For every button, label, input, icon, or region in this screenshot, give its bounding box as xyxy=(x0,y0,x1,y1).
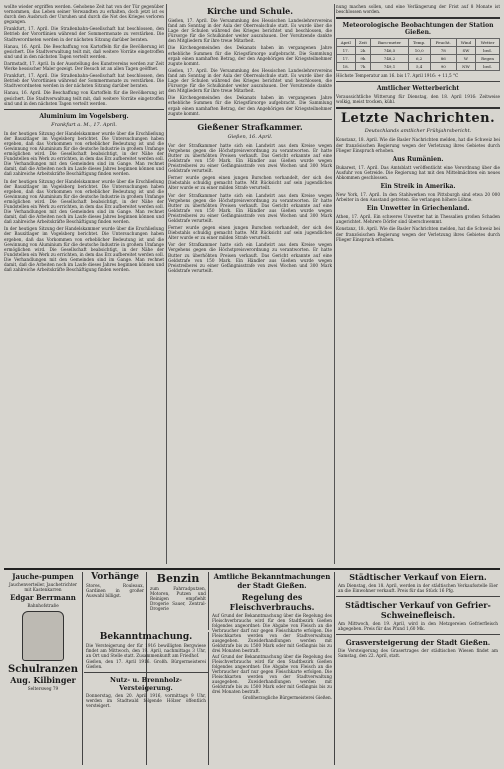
section-body-2: Die Kirchengemeinden des Dekanats haben im vergangenen Jahre erhebliche Summen für die Kriegsfürsorge aufgebracht. Die Sammlung ergab einen namhaften Betrag, der den Angehörigen der Kriegsteilnehmer zugute kommt. xyxy=(168,45,332,66)
weather-header-row xyxy=(337,39,500,47)
table-row xyxy=(337,55,500,63)
ad-official xyxy=(210,572,335,765)
cell: 17. xyxy=(337,47,356,55)
divider xyxy=(168,119,332,120)
column-rule xyxy=(166,4,167,564)
ad-benzin-title: Benzin xyxy=(156,572,200,585)
ad-satchel-brand: Schulranzen xyxy=(8,664,78,675)
cell: 746,5 xyxy=(371,47,408,55)
news-body-romania: Bukarest, 17. April. Das Amtsblatt veröffentlicht eine Verordnung über die Ausfuhr von Getreide. Die Regierung hat mit den Mittelmächten ein neues Abkommen geschlossen. xyxy=(336,164,500,180)
divider xyxy=(336,107,500,109)
ad-curtains-body: Stores, Rouleaux, Gardinen in großer Auswahl billigst. xyxy=(86,583,144,598)
ad-auction-title: Nutz- u. Brennholz-Versteigerung. xyxy=(110,676,182,692)
header-cell: Temp. xyxy=(408,39,430,47)
ad-benzin-body: zum Fahrradputzen, Motoren, Putzen und Reinigen empfiehlt Drogerie Sauer, Zentral-Drogerie xyxy=(150,586,206,611)
cell: 6,2 xyxy=(408,55,430,63)
weather-table xyxy=(336,38,500,71)
header-cell: April xyxy=(337,39,356,47)
divider xyxy=(336,596,500,597)
court-dateline: Gießen, 16. April. xyxy=(227,133,273,140)
court-title: Gießener Strafkammer. xyxy=(197,121,303,132)
satchel-icon xyxy=(22,611,64,661)
ad-notice xyxy=(84,632,209,765)
cell: 7h xyxy=(355,63,371,71)
news-paragraph-hanau: Hanau, 16. April. Die Beschaffung von Kartoffeln für die Bevölkerung ist gesichert. Die Stadtverwaltung teilt mit, daß weitere Vorräte eingetroffen sind und in den nächsten Tagen verteilt werden. xyxy=(4,43,164,59)
ad-official-title: Amtliche Bekanntmachungen der Stadt Gießen. xyxy=(213,572,331,590)
court-body: Vor der Strafkammer hatte sich ein Landwirt aus dem Kreise wegen Vergehens gegen die Höchstpreisverordnung zu verantworten. Er hatte Butter zu überhöhten Preisen verkauft. Das Gericht erkannte auf eine Geldstrafe von 150 Mark. Ein Händler aus Gießen wurde wegen Preistreiberei zu einer Gefängnisstrafe von zwei Wochen und 300 Mark Geldstrafe verurteilt. xyxy=(168,142,332,174)
article-body-cont-2: In der heutigen Sitzung der Handelskammer wurde über die Erschließung der Bauxitlager im Vogelsberg berichtet. Die Untersuchungen haben ergeben, daß das Vorkommen von erheblicher Bedeutung ist und die Gewinnung von Aluminium für die deutsche Industrie in großem Umfange ermöglichen wird. Die Gesellschaft beabsichtigt, in der Nähe der Fundstellen ein Werk zu errichten, in dem das Erz aufbereitet werden soll. Die Verhandlungen mit den Gemeinden sind im Gange. Man rechnet damit, daß die Arbeiten noch im Laufe dieses Jahres beginnen können und daß zahlreiche Arbeitskräfte Beschäftigung finden werden. xyxy=(4,226,164,273)
divider xyxy=(336,17,500,19)
header-cell: Feucht. xyxy=(430,39,456,47)
latest-news-subtitle: Deutschlands amtlicher Frühjahrsbericht. xyxy=(364,128,472,135)
ad-curtains-title: Vorhänge xyxy=(91,572,139,582)
header-cell: Wind xyxy=(456,39,475,47)
cell: 749,1 xyxy=(371,63,408,71)
divider xyxy=(336,634,500,635)
cell: W xyxy=(456,55,475,63)
ad-eggs-body: Am Dienstag, den 18. April, werden in der städtischen Verkaufsstelle Eier an die Einwohner verkauft. Preis für das Stück 16 Pfg. xyxy=(338,583,498,593)
ad-pork-body: Am Mittwoch, den 19. April, wird in den Metzgereien Gefrierfleisch abgegeben. Preis für das Pfund 1,60 Mk. xyxy=(338,621,498,631)
ad-grass-body: Die Versteigerung des Grasertrages der städtischen Wiesen findet am Samstag, den 22. April, statt. xyxy=(338,648,498,658)
table-row xyxy=(337,63,500,71)
news-paragraph-darmstadt: Darmstadt, 17. April. In der Ausstellung des Kunstvereins werden zur Zeit Werke hessischer Maler gezeigt. Der Besuch ist an allen Tagen geöffnet. xyxy=(4,60,164,72)
news-body-greece: Athen, 17. April. Ein schweres Unwetter hat in Thessalien großen Schaden angerichtet. Mehrere Dörfer sind überschwemmt. xyxy=(336,214,500,225)
ad-pumps-title: Jauche-pumpen xyxy=(12,572,74,581)
article-body: In der heutigen Sitzung der Handelskammer wurde über die Erschließung der Bauxitlager im Vogelsberg berichtet. Die Untersuchungen haben ergeben, daß das Vorkommen von erheblicher Bedeutung ist und die Gewinnung von Aluminium für die deutsche Industrie in großem Umfange ermöglichen wird. Die Gesellschaft beabsichtigt, in der Nähe der Fundstellen ein Werk zu errichten, in dem das Erz aufbereitet werden soll. Die Verhandlungen mit den Gemeinden sind im Gange. Man rechnet damit, daß die Arbeiten noch im Laufe dieses Jahres beginnen können und daß zahlreiche Arbeitskräfte Beschäftigung finden werden. xyxy=(4,130,164,177)
article-body-cont: In der heutigen Sitzung der Handelskammer wurde über die Erschließung der Bauxitlager im Vogelsberg berichtet. Die Untersuchungen haben ergeben, daß das Vorkommen von erheblicher Bedeutung ist und die Gewinnung von Aluminium für die deutsche Industrie in großem Umfange ermöglichen wird. Die Gesellschaft beabsichtigt, in der Nähe der Fundstellen ein Werk zu errichten, in dem das Erz aufbereitet werden soll. Die Verhandlungen mit den Gemeinden sind im Gange. Man rechnet damit, daß die Arbeiten noch im Laufe dieses Jahres beginnen können und daß zahlreiche Arbeitskräfte Beschäftigung finden werden. xyxy=(4,178,164,225)
ad-pork-title: Städtischer Verkauf von Gefrier-Schweinefleisch. xyxy=(345,600,491,620)
cell: SW xyxy=(456,47,475,55)
court-body-cont: Vor der Strafkammer hatte sich ein Landwirt aus dem Kreise wegen Vergehens gegen die Höchstpreisverordnung zu verantworten. Er hatte Butter zu überhöhten Preisen verkauft. Das Gericht erkannte auf eine Geldstrafe von 150 Mark. Ein Händler aus Gießen wurde wegen Preistreiberei zu einer Gefängnisstrafe von zwei Wochen und 300 Mark Geldstrafe verurteilt. xyxy=(168,192,332,223)
ad-notice-title: Bekanntmachung. xyxy=(99,632,193,642)
weather-note: Höchste Temperatur am 16. bis 17. April 1916: + 11,5 °C xyxy=(336,73,459,79)
latest-news-body: Konstanz, 18. April. Wie die Basler Nachrichten melden, hat die Schweiz bei der französischen Regierung wegen der Verletzung ihres Gebietes durch Flieger Einspruch erhoben. xyxy=(336,137,500,153)
ad-pumps-body: Jauchenverteiler, Jauchetrichter mit Kastenkarren xyxy=(8,582,78,592)
news-paragraph-hanau-repeat: Hanau, 16. April. Die Beschaffung von Kartoffeln für die Bevölkerung ist gesichert. Die Stadtverwaltung teilt mit, daß weitere Vorräte eingetroffen sind und in den nächsten Tagen verteilt werden. xyxy=(4,90,164,106)
news-body-america: New York, 17. April. In den Stahlwerken von Pittsburgh sind etwa 20 000 Arbeiter in den Ausstand getreten. Sie verlangen höhere Löhne. xyxy=(336,192,500,203)
cell: bed. xyxy=(476,63,500,71)
intro-paragraph: wollte wieder ergriffen werden. Gehobene Zeit hat von der Tür gegenüber vernommen, das Leben seiner Verwandten zu erhalten, doch jetzt ist es durch den Ausbruch der Unruhen und durch die Not des Krieges verloren gegangen. xyxy=(4,4,164,25)
official-weather-body: Voraussichtliche Witterung für Dienstag, den 18. April 1916: Zeitweise wolkig, meist trocken, kühl. xyxy=(336,94,500,105)
header-cell: Wetter xyxy=(476,39,500,47)
cell: 90 xyxy=(430,63,456,71)
news-paragraph-frankfurt-repeat: Frankfurt, 17. April. Die Straßenbahn-Gesellschaft hat beschlossen, den Betrieb der Vorortlinien während der Sommermonate zu verstärken. Die Stadtverordneten werden in der nächsten Sitzung darüber beraten. xyxy=(4,73,164,89)
cell: 78 xyxy=(430,47,456,55)
column-rule xyxy=(334,4,335,564)
column-left xyxy=(4,4,164,564)
header-cell: Baro-meter xyxy=(371,39,408,47)
ad-official-sign: Großherzogliche Bürgermeisterei Gießen. xyxy=(242,695,332,700)
table-row xyxy=(337,47,500,55)
cell: 86 xyxy=(430,55,456,63)
divider xyxy=(336,81,500,82)
divider xyxy=(4,109,164,110)
official-weather-title: Amtlicher Wetterbericht xyxy=(376,85,460,93)
ad-satchel-shop: Aug. Kilbinger xyxy=(10,675,76,685)
column-right xyxy=(336,4,500,564)
section-body: Gießen, 17. April. Die Versammlung des Hessischen Landeslehrervereins fand am Sonntag in der Aula der Oberrealschule statt. Es wurde über die Lage der Schulen während des Krieges berichtet und beschlossen, die Fürsorge für die Schulkinder weiter auszubauen. Der Vorsitzende dankte den Mitgliedern für ihre treue Mitarbeit. xyxy=(168,18,332,44)
advertisement-section xyxy=(4,568,500,767)
cell: 2h xyxy=(355,47,371,55)
column-middle xyxy=(168,4,332,564)
cell: 17. xyxy=(337,55,356,63)
divider xyxy=(84,672,208,673)
weather-title: Meteorologische Beobachtungen der Station Gießen. xyxy=(342,22,494,37)
court-body-2-cont: Ferner wurde gegen einen jungen Burschen verhandelt, der sich des Diebstahls schuldig gemacht hatte. Mit Rücksicht auf sein jugendliches Alter wurde er zu einer milden Strafe verurteilt. xyxy=(168,225,332,241)
ad-pumps-sub: Bahnhofstraße xyxy=(27,603,59,608)
section-body-cont: Gießen, 17. April. Die Versammlung des Hessischen Landeslehrervereins fand am Sonntag in der Aula der Oberrealschule statt. Es wurde über die Lage der Schulen während des Krieges berichtet und beschlossen, die Fürsorge für die Schulkinder weiter auszubauen. Der Vorsitzende dankte den Mitgliedern für ihre treue Mitarbeit. xyxy=(168,67,332,94)
news-body-cont: Konstanz, 18. April. Wie die Basler Nachrichten melden, hat die Schweiz bei der französischen Regierung wegen der Verletzung ihres Gebietes durch Flieger Einspruch erhoben. xyxy=(336,226,500,242)
cell: 9h xyxy=(355,55,371,63)
cell: 18. xyxy=(337,63,356,71)
latest-news-title: Letzte Nachrichten. xyxy=(340,111,496,127)
ad-pumps-name: Edgar Berrmann xyxy=(10,593,76,602)
section-title-church-school: Kirche und Schule. xyxy=(207,6,293,16)
ad-municipal-sales xyxy=(336,572,500,765)
ad-official-body: Auf Grund der Bekanntmachung über die Regelung des Fleischverbrauchs wird für den Stadtbezirk Gießen folgendes angeordnet: Die Abgabe von Fleisch an die Verbraucher darf nur gegen Fleischkarte erfolgen. Die Fleischkarten werden von der Stadtverwaltung ausgegeben. Zuwiderhandlungen werden mit Geldstrafe bis zu 1500 Mark oder mit Gefängnis bis zu drei Monaten bestraft. xyxy=(212,613,332,653)
court-body-2: Ferner wurde gegen einen jungen Burschen verhandelt, der sich des Diebstahls schuldig gemacht hatte. Mit Rücksicht auf sein jugendliches Alter wurde er zu einer milden Strafe verurteilt. xyxy=(168,175,332,191)
news-paragraph-frankfurt: Frankfurt, 17. April. Die Straßenbahn-Gesellschaft hat beschlossen, den Betrieb der Vorortlinien während der Sommermonate zu verstärken. Die Stadtverordneten werden in der nächsten Sitzung darüber beraten. xyxy=(4,26,164,42)
header-cell: Zeit xyxy=(355,39,371,47)
ad-notice-sign: Gießen, den 17. April 1916. Großh. Bürgermeisterei Gießen. xyxy=(86,659,206,669)
ad-grass-title: Grasversteigerung der Stadt Gießen. xyxy=(345,638,491,647)
section-body-2-cont: Die Kirchengemeinden des Dekanats haben im vergangenen Jahre erhebliche Summen für die Kriegsfürsorge aufgebracht. Die Sammlung ergab einen namhaften Betrag, der den Angehörigen der Kriegsteilnehmer zugute kommt. xyxy=(168,95,332,116)
news-subhead-greece: Ein Unwetter in Griechenland. xyxy=(366,205,470,213)
cell: NW xyxy=(456,63,475,71)
lead-paragraph: nung machen sollen, und eine Verlängerung der Frist auf 8 Monate ist beschlossen worden. xyxy=(336,4,500,15)
ad-official-sub: Regelung des Fleischverbrauchs. xyxy=(229,592,315,612)
cell: bed. xyxy=(476,47,500,55)
ad-benzin xyxy=(148,572,209,630)
ad-satchel-address: Seltersweg 79 xyxy=(27,686,59,691)
cell: 10,0 xyxy=(408,47,430,55)
news-subhead-romania: Aus Rumänien. xyxy=(392,155,444,163)
ad-official-body-cont: Auf Grund der Bekanntmachung über die Regelung des Fleischverbrauchs wird für den Stadtbezirk Gießen folgendes angeordnet: Die Abgabe von Fleisch an die Verbraucher darf nur gegen Fleischkarte erfolgen. Die Fleischkarten werden von der Stadtverwaltung ausgegeben. Zuwiderhandlungen werden mit Geldstrafe bis zu 1500 Mark oder mit Gefängnis bis zu drei Monaten bestraft. xyxy=(212,654,332,694)
cell: 5,4 xyxy=(408,63,430,71)
article-dateline: Frankfurt a. M., 17. April. xyxy=(51,121,117,128)
news-subhead-america: Ein Streik in Amerika. xyxy=(380,183,456,191)
cell: Regen xyxy=(476,55,500,63)
ad-eggs-title: Städtischer Verkauf von Eiern. xyxy=(349,572,487,582)
article-title: Aluminium im Vogelsberg. xyxy=(39,112,129,120)
ad-auction-body: Donnerstag, den 20. April 1916, vormittags 9 Uhr, werden im Stadtwald folgende Hölzer öffentlich versteigert. xyxy=(86,693,206,708)
ad-notice-body: Die Versteigerung der für 1916 bewilligten Bergwiese findet am Mittwoch, den 19. April, nachmittags 3 Uhr, an Ort und Stelle statt. Zusammenkunft am Friedhof. xyxy=(86,643,206,658)
ad-pumps xyxy=(4,572,83,765)
cell: 748,2 xyxy=(371,55,408,63)
court-body-cont-2: Vor der Strafkammer hatte sich ein Landwirt aus dem Kreise wegen Vergehens gegen die Höchstpreisverordnung zu verantworten. Er hatte Butter zu überhöhten Preisen verkauft. Das Gericht erkannte auf eine Geldstrafe von 150 Mark. Ein Händler aus Gießen wurde wegen Preistreiberei zu einer Gefängnisstrafe von zwei Wochen und 300 Mark Geldstrafe verurteilt. xyxy=(168,242,332,273)
